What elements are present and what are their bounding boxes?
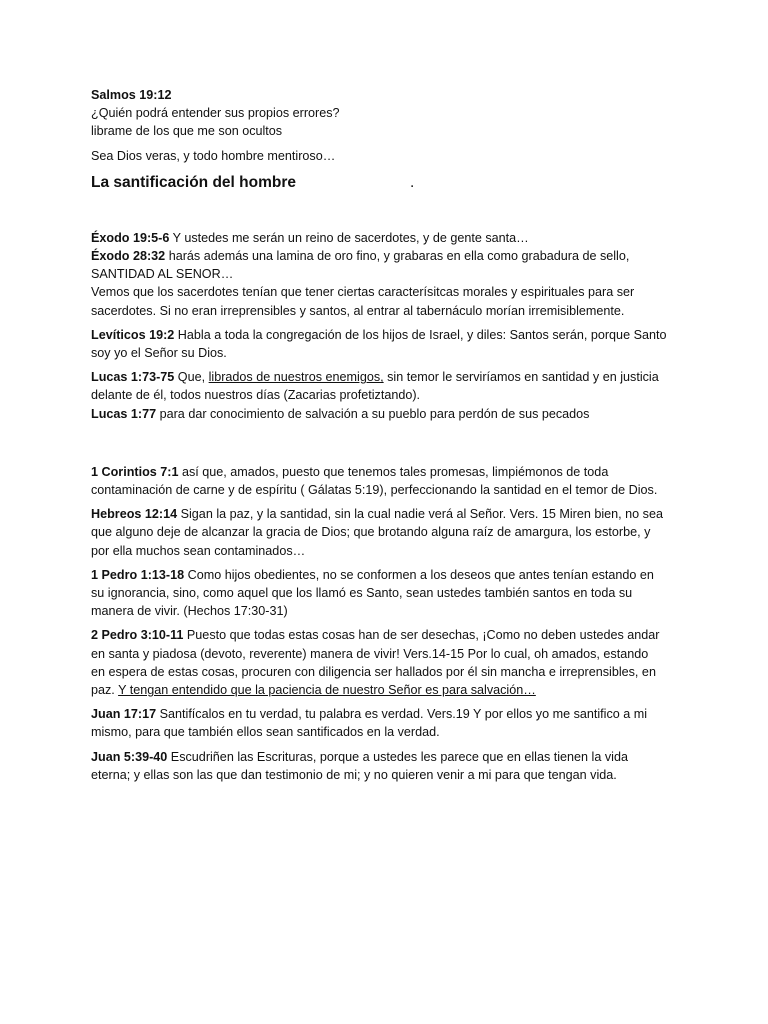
verse-text: Que, — [174, 370, 209, 385]
verse-text: contaminación de carne y de espíritu ( Gálatas 5:19), perfeccionando la santidad en el temor de Dios. — [91, 483, 658, 498]
heading-title: La santificación del hombre — [91, 173, 296, 191]
verse-text: por ella muchos sean contaminados… — [91, 543, 306, 558]
commentary-text: sacerdotes. Si no eran irreprensibles y santos, al entrar al tabernáculo morían irremisiblemente. — [91, 303, 625, 318]
hebreos-block — [91, 505, 681, 560]
verse-text: Como hijos obedientes, no se conformen a los deseos que antes tenían estando en — [184, 567, 654, 582]
verse-text: Sigan la paz, y la santidad, sin la cual nadie verá al Señor. Vers. 15 Miren bien, no sea — [177, 507, 663, 522]
verse-text: delante de él, todos nuestros días (Zacarias profetiztando). — [91, 388, 421, 403]
verse-ref: Éxodo 28:32 — [91, 249, 166, 264]
verse-text: SANTIDAD AL SENOR… — [91, 267, 234, 282]
verse-text: ¿Quién podrá entender sus propios errores? — [91, 106, 340, 121]
underlined-text: librados de nuestros enemigos, — [208, 370, 384, 385]
pedro1-block — [91, 566, 681, 621]
verse-ref: Lucas 1:77 — [91, 406, 157, 421]
section-heading — [91, 173, 681, 193]
verse-ref: Levíticos 19:2 — [91, 327, 175, 342]
pedro2-block — [91, 626, 681, 699]
verse-text: soy yo el Señor su Dios. — [91, 346, 227, 361]
corintios-block — [91, 463, 681, 499]
salmos-block — [91, 86, 681, 141]
verse-text: eterna; y ellas son las que dan testimonio de mi; y no quieren venir a mi para que tengan vida. — [91, 767, 617, 782]
verse-text: Santifícalos en tu verdad, tu palabra es verdad. Vers.19 Y por ellos yo me santifico a mi — [156, 707, 648, 722]
verse-ref: Juan 5:39-40 — [91, 749, 168, 764]
verse-text: Escudriñen las Escrituras, porque a ustedes les parece que en ellas tienen la vida — [167, 749, 628, 764]
document-page — [91, 86, 681, 784]
underlined-text: Y tengan entendido que la paciencia de nuestro Señor es para salvación… — [118, 683, 536, 698]
verse-ref: 2 Pedro 3:10-11 — [91, 628, 184, 643]
verse-text: mismo, para que también ellos sean santificados en la verdad. — [91, 725, 440, 740]
verse-ref: Salmos 19:12 — [91, 88, 172, 102]
verse-text: Puesto que todas estas cosas han de ser desechas, ¡Como no deben ustedes andar — [183, 628, 660, 643]
verse-text: Y ustedes me serán un reino de sacerdotes, y de gente santa… — [169, 230, 529, 245]
verse-text: librame de los que me son ocultos — [91, 124, 283, 139]
verse-text: Habla a toda la congregación de los hijos de Israel, y diles: Santos serán, porque Santo — [174, 327, 667, 342]
verse-text: en espera de estas cosas, procuren con diligencia ser hallados por él sin mancha e irreprensibles, en — [91, 664, 656, 679]
verse-text: para dar conocimiento de salvación a su pueblo para perdón de sus pecados — [156, 406, 590, 421]
verse-text: harás además una lamina de oro fino, y grabaras en ella como grabadura de sello, — [165, 249, 630, 264]
verse-text: sin temor le serviríamos en santidad y en justicia — [383, 370, 659, 385]
heading-dot: . — [410, 173, 415, 191]
verse-ref: Lucas 1:73-75 — [91, 370, 175, 385]
verse-ref: Juan 17:17 — [91, 707, 157, 722]
verse-text: paz. — [91, 683, 119, 698]
verse-text: manera de vivir. (Hechos 17:30-31) — [91, 604, 288, 619]
verse-text: así que, amados, puesto que tenemos tales promesas, limpiémonos de toda — [178, 464, 609, 479]
exodo-block — [91, 229, 681, 320]
verse-ref: Éxodo 19:5-6 — [91, 230, 170, 245]
levitico-block — [91, 326, 681, 362]
commentary-text: Vemos que los sacerdotes tenían que tener ciertas caracterísitcas morales y espirituales para ser — [91, 285, 635, 300]
lucas-block — [91, 368, 681, 423]
verse-ref: 1 Corintios 7:1 — [91, 464, 179, 479]
verse-text: su ignorancia, sino, como aquel que los llamó es Santo, sean ustedes también santos en toda su — [91, 586, 633, 601]
sea-dios-line: Sea Dios veras, y todo hombre mentiroso… — [91, 148, 336, 163]
juan5-block — [91, 748, 681, 784]
juan17-block — [91, 705, 681, 741]
verse-text: que alguno deje de alcanzar la gracia de Dios; que brotando alguna raíz de amargura, los estorbe, y — [91, 525, 651, 540]
verse-ref: 1 Pedro 1:13-18 — [91, 567, 185, 582]
verse-text: en santa y piadosa (devoto, reverente) manera de vivir! Vers.14-15 Por lo cual, oh amados, estando — [91, 646, 649, 661]
verse-ref: Hebreos 12:14 — [91, 507, 178, 522]
